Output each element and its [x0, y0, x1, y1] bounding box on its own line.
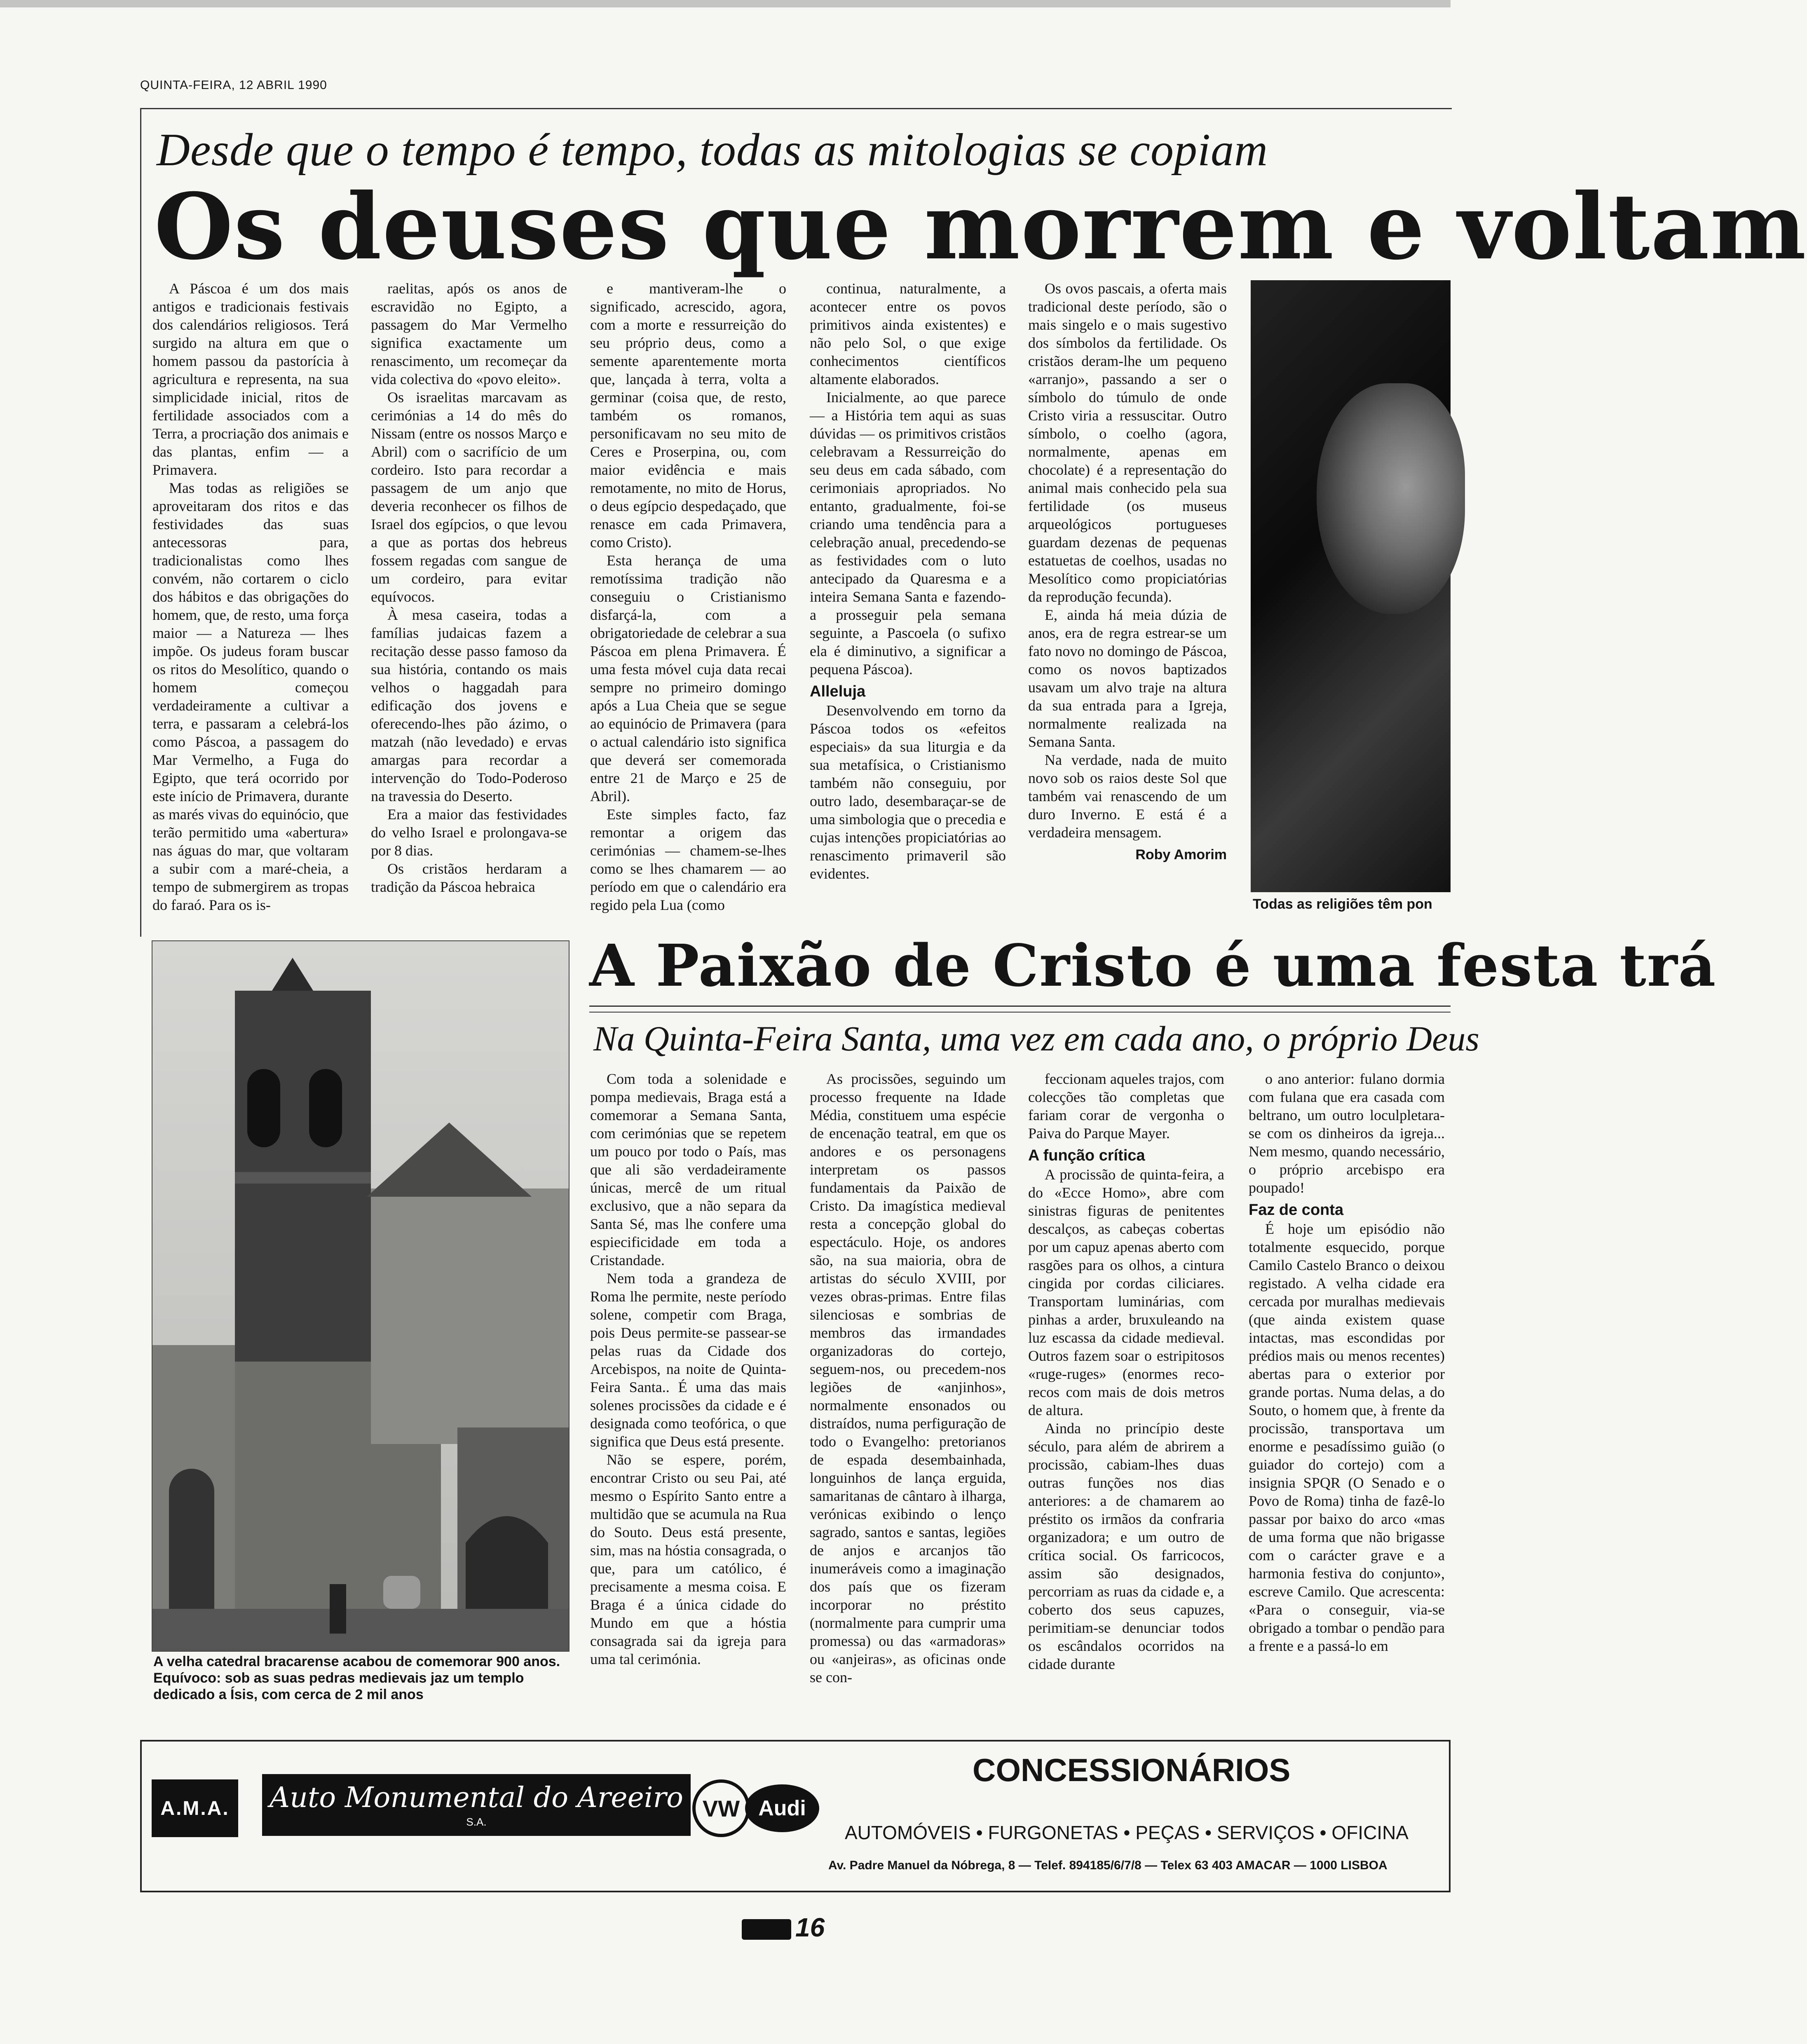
- paragraph: continua, naturalmente, a acontecer entre os povos primitivos ainda existentes) e não pelo Sol, o que exige conhecimentos científicos altamente elaborados.: [810, 280, 1006, 387]
- paragraph: Os israelitas marcavam as cerimónias a 14 do mês do Nissam (entre os nossos Março e Abril) com o sacrifício de um cordeiro. Isto para recordar a passagem de um anjo que deveria reconhecer os filhos de Israel dos egípcios, o que levou a que as portas dos hebreus fossem regadas com sangue de um cordeiro, para evitar equívocos.: [371, 389, 567, 605]
- company-suffix: S.A.: [466, 1816, 487, 1828]
- article2-column-3: [1028, 1070, 1224, 1713]
- page-number: [742, 1912, 825, 1943]
- paragraph: À mesa caseira, todas a famílias judaicas fazem a recitação desse passo famoso da sua história, contando os mais velhos o haggadah para edificação dos jovens e oferecendo-lhes pão ázimo, o matzah (não levedado) e ervas amargas para recordar a intervenção do Todo-Poderoso na travessia do Deserto.: [371, 607, 567, 804]
- ama-logo: A.M.A.: [152, 1779, 238, 1837]
- paragraph: Era a maior das festividades do velho Israel e prolongava-se por 8 dias.: [371, 806, 567, 859]
- subhead-alleluja: Alleluja: [810, 683, 866, 700]
- ad-services: AUTOMÓVEIS • FURGONETAS • PEÇAS • SERVIÇOS • OFICINA: [845, 1822, 1409, 1843]
- subhead-faz-de-conta: Faz de conta: [1249, 1201, 1344, 1219]
- paragraph: Os cristãos herdaram a tradição da Páscoa hebraica: [371, 860, 567, 895]
- article2-column-1: [590, 1070, 786, 1713]
- paragraph: Mas todas as religiões se aproveitaram dos ritos e das festividades das suas antecessoras para, tradicionalistas como lhes convém, não cortarem o ciclo dos hábitos e das obrigações do homem, que, de resto, uma força maior — a Natureza — lhes impõe. Os judeus foram buscar os ritos do Mesolítico, quando o homem começou verdadeiramente a cultivar a terra, e passaram a celebrá-los como Páscoa, a passagem do Mar Vermelho, a Fuga do Egipto, que terá ocorrido por este início de Primavera, durante as marés vivas do equinócio, que terão permitido uma «abertura» nas águas do mar, que voltaram a subir com a maré-cheia, a tempo de submergirem as tropas do faraó. Para os is-: [152, 480, 349, 913]
- paragraph: o ano anterior: fulano dormia com fulana que era casada com beltrano, um outro loculpletara-se com os dinheiros da igreja... Nem mesmo, quando necessário, o próprio arcebispo era poupado!: [1249, 1071, 1445, 1196]
- paragraph: A procissão de quinta-feira, a do «Ecce Homo», abre com sinistras figuras de penitentes descalços, as cabeças cobertas por um capuz apenas aberto com rasgões para os olhos, a cintura cingida por cordas ciliciares. Transportam luminárias, com pinhas a arder, bruxuleando na luz escassa da cidade medieval. Outros fazem soar o estripitosos «ruge-ruges» (enormes reco-recos com mais de dois metros de altura.: [1028, 1166, 1224, 1418]
- ad-address: Av. Padre Manuel da Nóbrega, 8 — Telef. 894185/6/7/8 — Telex 63 403 AMACAR — 1000 LISBOA: [828, 1859, 1387, 1872]
- paragraph: Inicialmente, ao que parece — a História tem aqui as suas dúvidas — os primitivos cristãos celebravam a Ressurreição do seu deus em cada sábado, com cerimoniais apropriados. No entanto, gradualmente, foi-se criando uma tendência para a celebração anual, precedendo-se as festividades com o luto antecipado da Quaresma e a inteira Semana Santa e fazendo-a prosseguir pela semana seguinte, a Pascoela (o sufixo ela é diminutivo, a significar a pequena Páscoa).: [810, 389, 1006, 677]
- paragraph: E, ainda há meia dúzia de anos, era de regra estrear-se um fato novo no domingo de Páscoa, como os novos baptizados usavam um alvo traje na altura da sua entrada para a Igreja, normalmente realizada na Semana Santa.: [1028, 607, 1227, 750]
- article2-column-4: [1249, 1070, 1445, 1713]
- dl-logo-icon: [742, 1919, 791, 1940]
- face-shape: [1317, 383, 1465, 614]
- top-border: [0, 0, 1451, 7]
- article2-kicker: Na Quinta-Feira Santa, uma vez em cada ano, o próprio Deus: [593, 1019, 1479, 1058]
- article1-column-5: [1028, 279, 1227, 922]
- paragraph: feccionam aqueles trajos, com colecções tão completas que fariam corar de vergonha o Paiva do Parque Mayer.: [1028, 1071, 1224, 1142]
- page-number-value: 16: [795, 1913, 825, 1942]
- article2-headline: A Paixão de Cristo é uma festa trá: [589, 932, 1717, 1000]
- audi-logo-icon: Audi: [745, 1784, 819, 1832]
- paragraph: As procissões, seguindo um processo frequente na Idade Média, constituem uma espécie de encenação teatral, em que os andores e os personagens interpretam os passos fundamentais da Paixão de Cristo. Da imagística medieval resta a concepção global do espectáculo. Hoje, os andores são, na sua maioria, obra de artistas do século XVIII, por vezes obras-primas. Entre filas silenciosas e sombrias de membros das irmandades organizadoras do cortejo, seguem-nos, ou precedem-nos legiões de «anjinhos», normalmente ensonados ou distraídos, numa perfiguração de todo o Evangelho: pretorianos de espada desembainhada, longuinhos de lança erguida, samaritanas de cântaro à ilharga, verónicas exibindo o lenço sagrado, santos e santas, legiões de anjos e arcanjos tão inumeráveis como a imaginação dos país que os fizeram incorporar no préstito (normalmente para cumprir uma promessa) ou das «armadoras» ou «anjeiras», as oficinas onde se con-: [810, 1071, 1006, 1685]
- company-logo: [262, 1774, 691, 1836]
- paragraph: Na verdade, nada de muito novo sob os raios deste Sol que também vai renascendo de um duro Inverno. E está é a verdadeira mensagem.: [1028, 752, 1227, 841]
- article2-rule: [589, 1012, 1451, 1013]
- portrait-photo: [1251, 280, 1451, 892]
- cathedral-caption: A velha catedral bracarense acabou de comemorar 900 anos. Equívoco: sob as suas pedras medievais jaz um templo dedicado a Ísis, com cerca de 2 mil anos: [153, 1654, 560, 1702]
- paragraph: raelitas, após os anos de escravidão no Egipto, a passagem do Mar Vermelho significa exactamente um renascimento, um recomeçar da vida colectiva do «povo eleito».: [371, 280, 567, 387]
- company-name: Auto Monumental do Areeiro: [269, 1781, 684, 1814]
- paragraph: Não se espere, porém, encontrar Cristo ou seu Pai, até mesmo o Espírito Santo entre a multidão que se acumula na Rua do Souto. Deus está presente, sim, mas na hóstia consagrada, o que, para um católico, é precisamente a mesma coisa. E Braga é a única cidade do Mundo em que a hóstia consagrada sai da igreja para uma tal cerimónia.: [590, 1451, 786, 1667]
- cathedral-photo: [152, 940, 570, 1652]
- ad-title: CONCESSIONÁRIOS: [973, 1752, 1291, 1788]
- paragraph: Ainda no princípio deste século, para além de abrirem a procissão, cabiam-lhes duas outras funções nos dias anteriores: a de chamarem ao préstito os irmãos da confraria organizadora; e um outro de crítica social. Os farricocos, assim são designados, percorriam as ruas da cidade e, a coberto dos seus capuzes, perimitiam-se denunciar todos os escândalos ocorridos na cidade durante: [1028, 1420, 1224, 1672]
- paragraph: É hoje um episódio não totalmente esquecido, porque Camilo Castelo Branco o deixou registado. A velha cidade era cercada por muralhas medievais (que ainda existem quase intactas, mas escondidas por prédios mais ou menos recentes) abertas para o exterior por grande portas. Numa delas, a do Souto, o homem que, à frente da procissão, transportava um enorme e pesadíssimo guião (o guiador do cortejo) com a insignia SPQR (O Senado e o Povo de Roma) tinha de fazê-lo passar por baixo do arco «mas de uma forma que não brigasse com o carácter grave e a harmonia festiva do conjunto», escreve Camilo. Que acrescenta: «Para o conseguir, via-se obrigado a tombar o pendão para a frente e a passá-lo em: [1249, 1221, 1445, 1654]
- vw-logo-icon: VW: [692, 1779, 750, 1837]
- article1-column-2: [371, 279, 567, 922]
- article2-column-2: [810, 1070, 1006, 1713]
- article1-headline: Os deuses que morrem e voltam: [154, 173, 1807, 280]
- author-byline: Roby Amorim: [1135, 847, 1227, 863]
- article1-column-1: [152, 279, 349, 922]
- article1-column-4: [810, 279, 1006, 922]
- paragraph: Este simples facto, faz remontar a origem das cerimónias — chamem-se-lhes como se lhes chamarem — ao período em que o calendário era regido pela Lua (como: [590, 806, 786, 913]
- paragraph: Esta herança de uma remotíssima tradição não conseguiu o Cristianismo disfarçá-la, com a obrigatoriedade de celebrar a sua Páscoa em plena Primavera. É uma festa móvel cuja data recai sempre no primeiro domingo após a Lua Cheia que se segue ao equinócio de Primavera (para o actual calendário isto significa que deverá ser comemorada entre 21 de Março e 25 de Abril).: [590, 552, 786, 804]
- section-divider: [589, 1006, 1451, 1007]
- cathedral-illustration: [152, 941, 569, 1651]
- paragraph: Os ovos pascais, a oferta mais tradicional deste período, são o mais singelo e o mais sugestivo dos símbolos da fertilidade. Os cristãos deram-lhe um pequeno «arranjo», passando a ser o símbolo do túmulo de onde Cristo viria a ressuscitar. Outro símbolo, o coelho (agora, normalmente, apenas em chocolate) é a representação do animal mais conhecido pela sua fertilidade (os museus arqueológicos portugueses guardam dezenas de pequenas estatuetas de coelhos, usadas no Mesolítico como propiciatórias da reprodução fecunda).: [1028, 280, 1227, 605]
- portrait-caption: Todas as religiões têm pon: [1253, 896, 1432, 912]
- article1-kicker: Desde que o tempo é tempo, todas as mitologias se copiam: [157, 124, 1268, 176]
- paragraph: Desenvolvendo em torno da Páscoa todos os «efeitos especiais» da sua liturgia e da sua metafísica, o Cristianismo também não conseguiu, por outro lado, desembaraçar-se de uma simbologia que o precedia e cujas intenções propiciatórias ao renascimento primaveril são evidentes.: [810, 702, 1006, 882]
- article1-column-3: [590, 279, 786, 922]
- paragraph: A Páscoa é um dos mais antigos e tradicionais festivais dos calendários religiosos. Terá surgido na altura em que o homem passou da pastorícia à agricultura e representa, na sua simplicidade inicial, ritos de fertilidade associados com a Terra, a procriação dos animais e das plantas, enfim — a Primavera.: [152, 280, 349, 478]
- paragraph: Com toda a solenidade e pompa medievais, Braga está a comemorar a Semana Santa, com cerimónias que se repetem um pouco por todo o País, mas que ali são verdadeiramente únicas, mercê de um ritual exclusivo, que a não separa da Santa Sé, mas lhe confere uma espiecificidade em toda a Cristandade.: [590, 1071, 786, 1268]
- paragraph: e mantiveram-lhe o significado, acrescido, agora, com a morte e ressurreição do seu próprio deus, como a semente aparentemente morta que, lançada à terra, volta a germinar (coisa que, de resto, também os romanos, personificavam no seu mito de Ceres e Proserpina, ou, com maior evidência e mais remotamente, no mito de Horus, o deus egípcio despedaçado, que renasce em cada Primavera, como Cristo).: [590, 280, 786, 551]
- paragraph: Nem toda a grandeza de Roma lhe permite, neste período solene, competir com Braga, pois Deus permite-se passear-se pelas ruas da Cidade dos Arcebispos, na noite de Quinta-Feira Santa.. É uma das mais solenes procissões da cidade e é designada como teofórica, o que significa que Deus está presente.: [590, 1270, 786, 1450]
- subhead-funcao-critica: A função crítica: [1028, 1147, 1145, 1164]
- page-dateline: QUINTA-FEIRA, 12 ABRIL 1990: [140, 78, 327, 92]
